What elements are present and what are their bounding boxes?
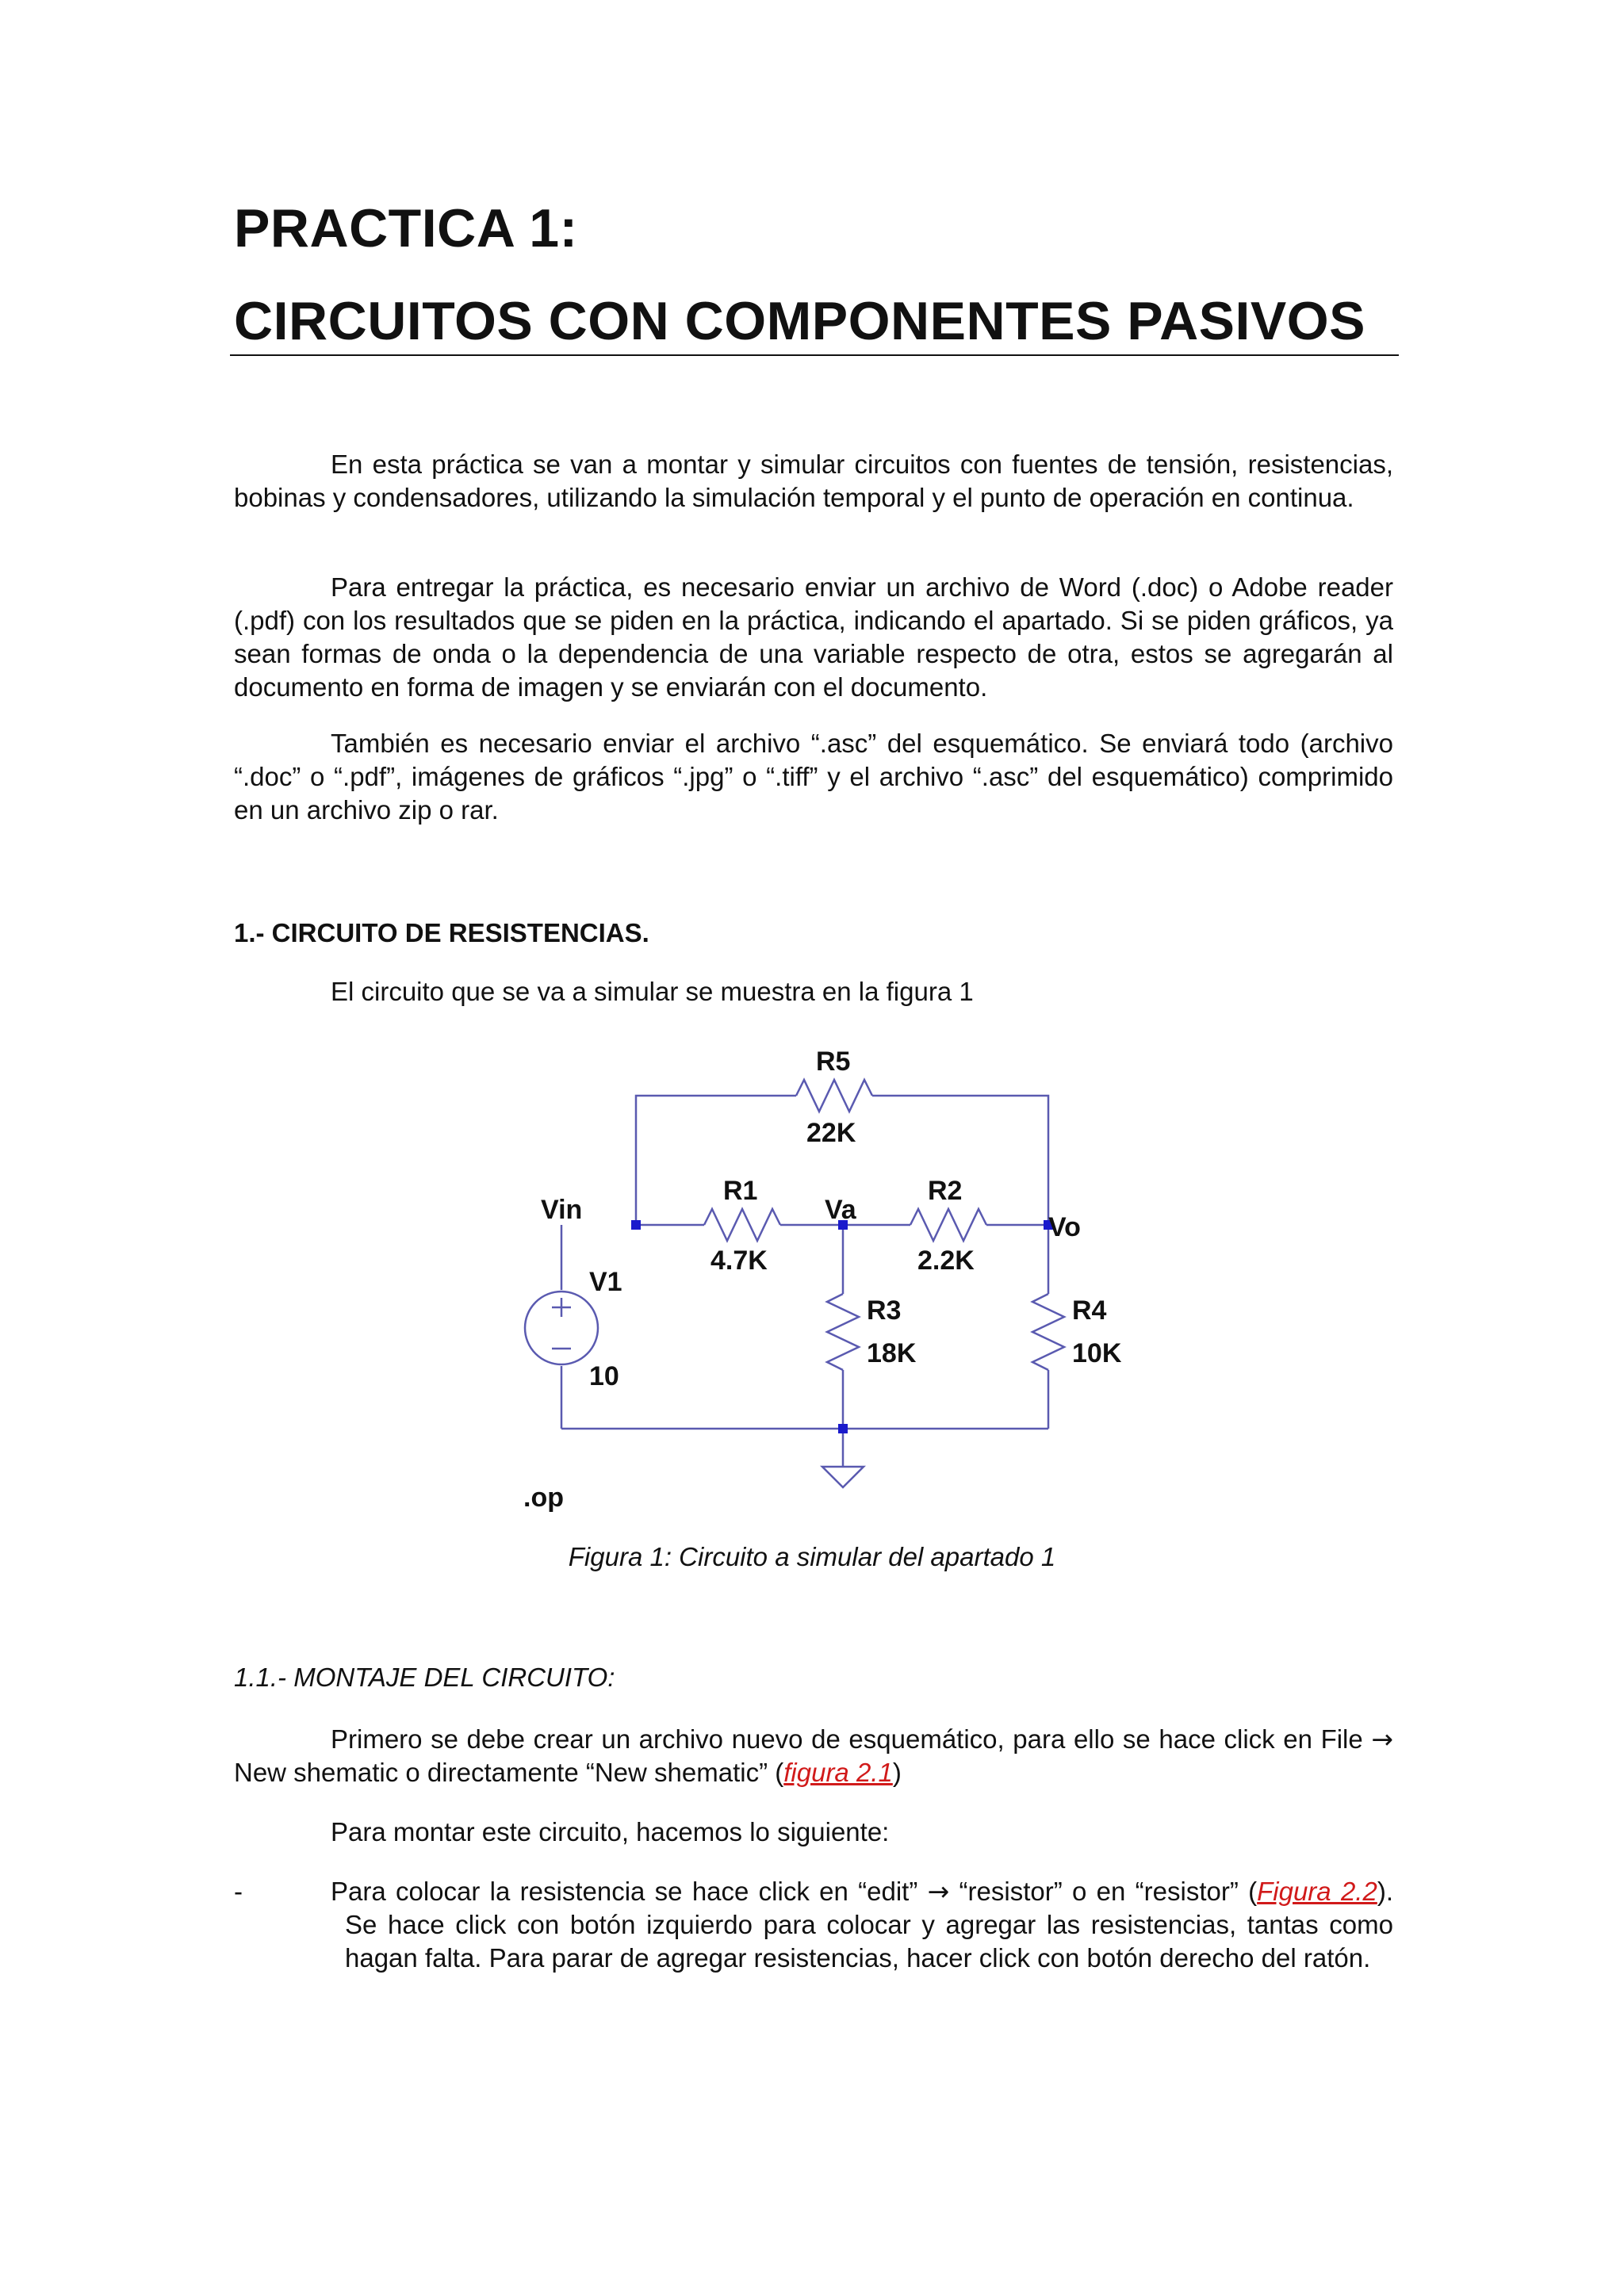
junction-ground <box>838 1424 848 1433</box>
arrow-icon: → <box>927 1876 950 1907</box>
resistor-r5-symbol <box>796 1080 872 1112</box>
label-r1-value: 4.7K <box>710 1246 768 1276</box>
label-op-directive: .op <box>523 1483 564 1513</box>
text-run: ) <box>892 1758 902 1787</box>
section-1-1-heading: 1.1.- MONTAJE DEL CIRCUITO: <box>234 1663 615 1692</box>
wire-top <box>636 1096 796 1225</box>
text-run: New shematic o directamente “New shematic” ( <box>234 1758 784 1787</box>
label-r1-name: R1 <box>723 1176 758 1206</box>
bullet-dash: - <box>234 1877 243 1906</box>
label-r5-name: R5 <box>816 1047 851 1077</box>
figure-1-caption: Figura 1: Circuito a simular del apartado 1 <box>568 1542 1056 1571</box>
text-run: “resistor” o en “resistor” ( <box>949 1877 1258 1906</box>
section-1-heading: 1.- CIRCUITO DE RESISTENCIAS. <box>234 918 649 947</box>
ground-icon <box>822 1467 864 1487</box>
resistor-r3-symbol <box>827 1294 859 1370</box>
link-figura-2-1[interactable]: figura 2.1 <box>783 1758 893 1787</box>
resistor-r1-symbol <box>704 1209 780 1241</box>
label-v1-name: V1 <box>589 1267 622 1297</box>
intro-paragraph-2: Para entregar la práctica, es necesario enviar un archivo de Word (.doc) o Adobe reader (.pdf) con los resultados que se piden en la práctica, indicando el apartado. Si se piden gráficos, ya sean formas de onda o la dependencia de una variable respecto de otra, estos se agregarán al documento en forma de imagen y se enviarán con el documento. <box>234 572 1393 702</box>
label-r2-value: 2.2K <box>917 1246 975 1276</box>
label-node-vin: Vin <box>541 1195 583 1225</box>
arrow-icon: → <box>1371 1724 1393 1755</box>
bullet-item-resistor <box>331 1875 1393 1975</box>
page-title-line2: CIRCUITOS CON COMPONENTES PASIVOS <box>234 291 1366 351</box>
intro-paragraph-1: En esta práctica se van a montar y simular circuitos con fuentes de tensión, resistencias, bobinas y condensadores, utilizando la simulación temporal y el punto de operación en continua. <box>234 450 1393 512</box>
section-1-intro: El circuito que se va a simular se muestra en la figura 1 <box>331 977 974 1006</box>
link-figura-2-2[interactable]: Figura 2.2 <box>1257 1877 1377 1906</box>
page-title-line1: PRACTICA 1: <box>234 198 578 258</box>
intro-paragraph-3: También es necesario enviar el archivo “.asc” del esquemático. Se enviará todo (archivo “.doc” o “.pdf”, imágenes de gráficos “.jpg” o “.tiff” y el archivo “.asc” del esquemático) comprimido en un archivo zip o rar. <box>234 729 1393 825</box>
resistor-r2-symbol <box>910 1209 986 1241</box>
label-r4-value: 10K <box>1072 1338 1122 1368</box>
label-r3-name: R3 <box>867 1295 902 1326</box>
section-1-1-paragraph <box>234 1723 1393 1789</box>
label-r5-value: 22K <box>806 1118 856 1148</box>
label-v1-value: 10 <box>589 1361 619 1391</box>
label-node-va: Va <box>825 1195 856 1225</box>
text-run: Primero se debe crear un archivo nuevo de esquemático, para ello se hace click en File <box>331 1724 1372 1754</box>
resistor-r4-symbol <box>1032 1294 1064 1370</box>
junction-vin <box>631 1220 641 1230</box>
mount-instructions-line: Para montar este circuito, hacemos lo siguiente: <box>331 1817 890 1846</box>
label-r2-name: R2 <box>928 1176 963 1206</box>
text-run: ). Se hace click con botón izquierdo para colocar y agregar las resistencias, tantas como hagan falta. Para parar de agregar resistencias, hacer click con botón derecho del ratón. <box>345 1877 1393 1973</box>
text-run: Para colocar la resistencia se hace click en “edit” <box>331 1877 928 1906</box>
label-r4-name: R4 <box>1072 1295 1107 1326</box>
label-r3-value: 18K <box>867 1338 917 1368</box>
label-node-vo: Vo <box>1048 1212 1081 1242</box>
